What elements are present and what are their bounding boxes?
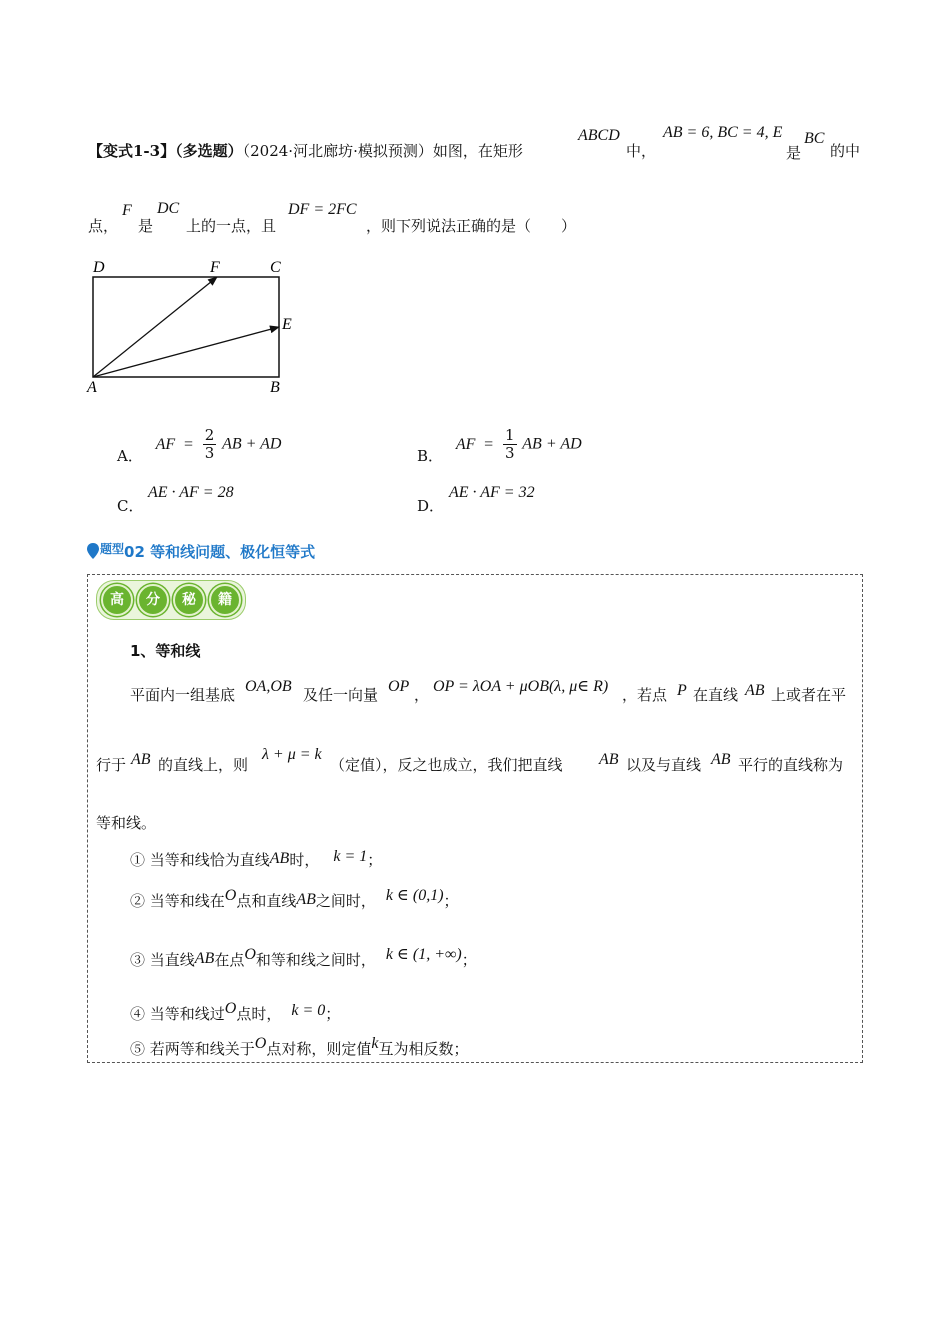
option-b-lhs: AF <box>455 435 476 453</box>
option-c-expr: AE · AF = 28 <box>148 484 234 501</box>
secret-char-3: 秘 <box>173 584 205 616</box>
math-o: O <box>224 1000 237 1017</box>
math-o: O <box>244 946 256 963</box>
math-ab: AB <box>745 682 765 699</box>
option-b[interactable] <box>417 423 582 466</box>
math-ab: AB <box>711 751 731 768</box>
label-e: E <box>282 316 292 333</box>
math-ab: AB <box>296 891 316 908</box>
question-text: 上的一点，且 <box>186 217 277 235</box>
question-source: （2024·河北廊坊·模拟预测） <box>242 142 433 160</box>
label-b: B <box>270 379 280 395</box>
option-a-den: 3 <box>204 444 215 462</box>
item-1: ① 当等和线恰为直线AB时， k = 1； <box>130 848 383 869</box>
section-header <box>86 540 315 562</box>
label-c: C <box>270 259 281 276</box>
para-text: 的直线上，则 <box>158 756 249 774</box>
section-icon-label: 题型 <box>100 542 125 556</box>
math-basis-formula: OP = λOA + μOB(λ, μ∈ R) <box>433 678 609 695</box>
para-text: 平面内一组基底 <box>130 686 236 704</box>
para-text: 在直线 <box>693 686 739 704</box>
question-text: 如图，在矩形 <box>432 142 523 160</box>
option-a-num: 2 <box>204 426 215 444</box>
question-text: ，则下列说法正确的是（ ） <box>366 217 577 235</box>
math-ab: AB <box>131 751 151 768</box>
question-type: （多选题） <box>175 142 243 160</box>
label-f: F <box>210 259 220 276</box>
item-2: ② 当等和线在O点和直线AB之间时， k ∈ (0,1)； <box>130 887 459 910</box>
para-text: 以及与直线 <box>626 756 702 774</box>
secret-badge <box>96 580 246 620</box>
question-line-1 <box>88 140 523 161</box>
para-text: ，若点 <box>622 686 668 704</box>
math-f: F <box>122 202 132 219</box>
secret-char-2: 分 <box>137 584 169 616</box>
vector-ae <box>93 327 279 377</box>
para-text: （定值），反之也成立，我们把直线 <box>330 756 563 774</box>
section-pin-icon <box>86 542 100 560</box>
para-text: 平行的直线称为 <box>738 756 844 774</box>
math-k-range: k ∈ (0,1) <box>385 887 444 904</box>
option-a-label: A． <box>117 447 143 465</box>
option-b-den: 3 <box>504 444 515 462</box>
section-title: 02 等和线问题、极化恒等式 <box>124 543 316 561</box>
para-text: 行于 <box>96 756 127 774</box>
math-k: k <box>371 1035 379 1052</box>
vector-af <box>93 277 217 377</box>
math-op: OP <box>388 678 410 695</box>
option-b-label: B． <box>417 447 444 465</box>
math-lambda-mu: λ + μ = k <box>262 746 322 763</box>
option-a[interactable] <box>117 423 281 466</box>
secret-char-4: 籍 <box>209 584 241 616</box>
option-b-eq: = <box>484 435 494 453</box>
option-a-lhs: AF <box>155 435 176 453</box>
label-d: D <box>93 259 105 276</box>
math-k: k = 0 <box>291 1002 326 1019</box>
option-a-eq: = <box>183 435 193 453</box>
item-4: ④ 当等和线过O点时， k = 0； <box>130 1000 341 1023</box>
question-text: 是 <box>786 144 802 162</box>
item-3: ③ 当直线AB在点O和等和线之间时， k ∈ (1, +∞)； <box>130 946 477 969</box>
item-5: ⑤ 若两等和线关于O点对称，则定值k互为相反数； <box>130 1035 469 1058</box>
math-bc: BC <box>804 130 825 147</box>
math-ab: AB <box>194 950 215 967</box>
math-o: O <box>224 887 237 904</box>
para-text: 及任一向量 <box>303 686 379 704</box>
math-dc: DC <box>157 200 180 217</box>
math-o: O <box>254 1035 267 1052</box>
variant-tag: 【变式1-3】 <box>88 142 176 160</box>
math-df: DF = 2FC <box>288 201 357 218</box>
para-text: 等和线。 <box>96 814 157 832</box>
question-text: 点， <box>88 217 119 235</box>
option-c-label[interactable]: C． <box>117 497 144 515</box>
secret-char-1: 高 <box>101 584 133 616</box>
para-text: 上或者在平 <box>771 686 847 704</box>
question-text: 中， <box>626 142 657 160</box>
math-k-range: k ∈ (1, +∞) <box>385 946 462 963</box>
option-b-num: 1 <box>504 426 515 444</box>
question-text: 是 <box>138 217 154 235</box>
math-p: P <box>677 682 687 699</box>
option-b-rhs: AB + AD <box>522 435 582 453</box>
math-conditions: AB = 6, BC = 4, E <box>663 124 783 141</box>
math-rect: ABCD <box>578 127 620 144</box>
question-text: 的中 <box>830 142 861 160</box>
math-ab: AB <box>269 850 290 867</box>
math-oaob: OA,OB <box>245 678 292 695</box>
option-d-label[interactable]: D． <box>417 497 445 515</box>
content-heading: 1、等和线 <box>130 642 201 660</box>
rectangle-abcd <box>93 277 279 377</box>
option-d-expr: AE · AF = 32 <box>449 484 535 501</box>
rectangle-figure <box>82 255 312 395</box>
math-ab: AB <box>599 751 619 768</box>
label-a: A <box>87 379 97 395</box>
math-k: k = 1 <box>333 848 368 865</box>
tips-box <box>87 574 863 1063</box>
para-text: ， <box>414 686 430 704</box>
option-a-rhs: AB + AD <box>222 435 282 453</box>
